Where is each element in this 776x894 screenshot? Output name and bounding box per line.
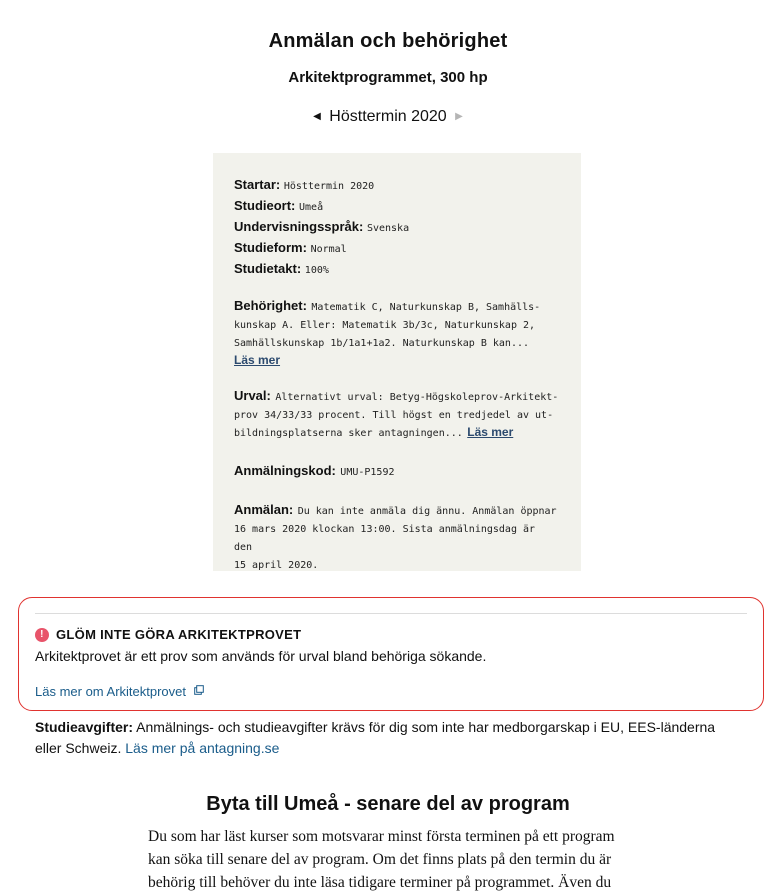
application-code-label: Anmälningskod:	[234, 463, 336, 478]
info-location	[234, 196, 559, 217]
tuition-fees-paragraph	[35, 717, 735, 759]
arkitektprov-notice	[18, 597, 764, 711]
application-text-line: 16 mars 2020 klockan 13:00. Sista anmälningsdag är den	[234, 524, 536, 553]
starts-value: Hösttermin 2020	[283, 181, 375, 192]
info-application-code	[234, 463, 559, 481]
alert-exclamation-icon: !	[35, 628, 49, 642]
info-language	[234, 217, 559, 238]
info-eligibility	[234, 298, 559, 368]
info-application	[234, 502, 559, 574]
application-text-line: Du kan inte anmäla dig ännu. Anmälan öppnar	[297, 506, 557, 517]
pace-value: 100%	[304, 265, 329, 276]
location-label: Studieort:	[234, 198, 296, 213]
program-subtitle: Arkitektprogrammet, 300 hp	[288, 69, 488, 86]
application-label: Anmälan:	[234, 502, 294, 517]
pace-label: Studietakt:	[234, 261, 302, 276]
info-pace	[234, 259, 559, 280]
selection-read-more-link[interactable]: Läs mer	[467, 425, 514, 439]
fees-label: Studieavgifter:	[35, 719, 134, 735]
language-label: Undervisningsspråk:	[234, 219, 364, 234]
eligibility-text-line: kunskap A. Eller: Matematik 3b/3c, Naturkunskap 2,	[234, 320, 536, 331]
info-starts	[234, 175, 559, 196]
section-body-text: Du som har läst kurser som motsvarar minst första terminen på ett program kan söka till senare del av program. Om det finns plats på den termin du är behörig till behöver du inte läsa tidigare terminer på programmet. Även du	[148, 828, 615, 891]
fees-text: Anmälnings- och studieavgifter krävs för dig som inte har medborgarskap i EU, EES-länderna eller Schweiz.	[35, 719, 716, 756]
antagning-link[interactable]: Läs mer på antagning.se	[125, 740, 280, 756]
external-link-icon	[194, 685, 204, 695]
term-navigator	[0, 108, 776, 126]
language-value: Svenska	[366, 223, 410, 234]
term-label: Hösttermin 2020	[329, 108, 447, 125]
info-selection	[234, 388, 559, 442]
page-title: Anmälan och behörighet	[268, 30, 508, 52]
section-heading: Byta till Umeå - senare del av program	[206, 793, 570, 815]
selection-text-line: prov 34/33/33 procent. Till högst en tredjedel av ut-	[234, 410, 554, 421]
selection-text-line: Alternativt urval: Betyg-Högskoleprov-Arkitekt-	[275, 392, 559, 403]
location-value: Umeå	[299, 202, 324, 213]
notice-title: GLÖM INTE GÖRA ARKITEKTPROVET	[56, 627, 302, 642]
info-form	[234, 238, 559, 259]
eligibility-label: Behörighet:	[234, 298, 307, 313]
eligibility-text-line: Samhällskunskap 1b/1a1+1a2. Naturkunskap B kan...	[234, 338, 530, 349]
program-info-box	[213, 153, 581, 571]
notice-divider	[35, 613, 747, 614]
form-label: Studieform:	[234, 240, 307, 255]
selection-label: Urval:	[234, 388, 271, 403]
arkitektprov-link[interactable]	[35, 684, 204, 699]
starts-label: Startar:	[234, 177, 281, 192]
previous-term-icon[interactable]: ◀	[313, 111, 321, 122]
arkitektprov-link-label[interactable]: Läs mer om Arkitektprovet	[35, 684, 186, 699]
eligibility-read-more-link[interactable]: Läs mer	[234, 353, 281, 367]
application-text-line: 15 april 2020.	[234, 560, 319, 571]
notice-body: Arkitektprovet är ett prov som används för urval bland behöriga sökande.	[35, 648, 487, 664]
application-code-value: UMU-P1592	[340, 467, 395, 478]
notice-heading	[35, 627, 301, 642]
selection-text-line: bildningsplatserna sker antagningen...	[234, 428, 463, 439]
next-term-icon[interactable]: ▶	[455, 111, 463, 122]
form-value: Normal	[310, 244, 347, 255]
eligibility-text-line: Matematik C, Naturkunskap B, Samhälls-	[311, 302, 541, 313]
